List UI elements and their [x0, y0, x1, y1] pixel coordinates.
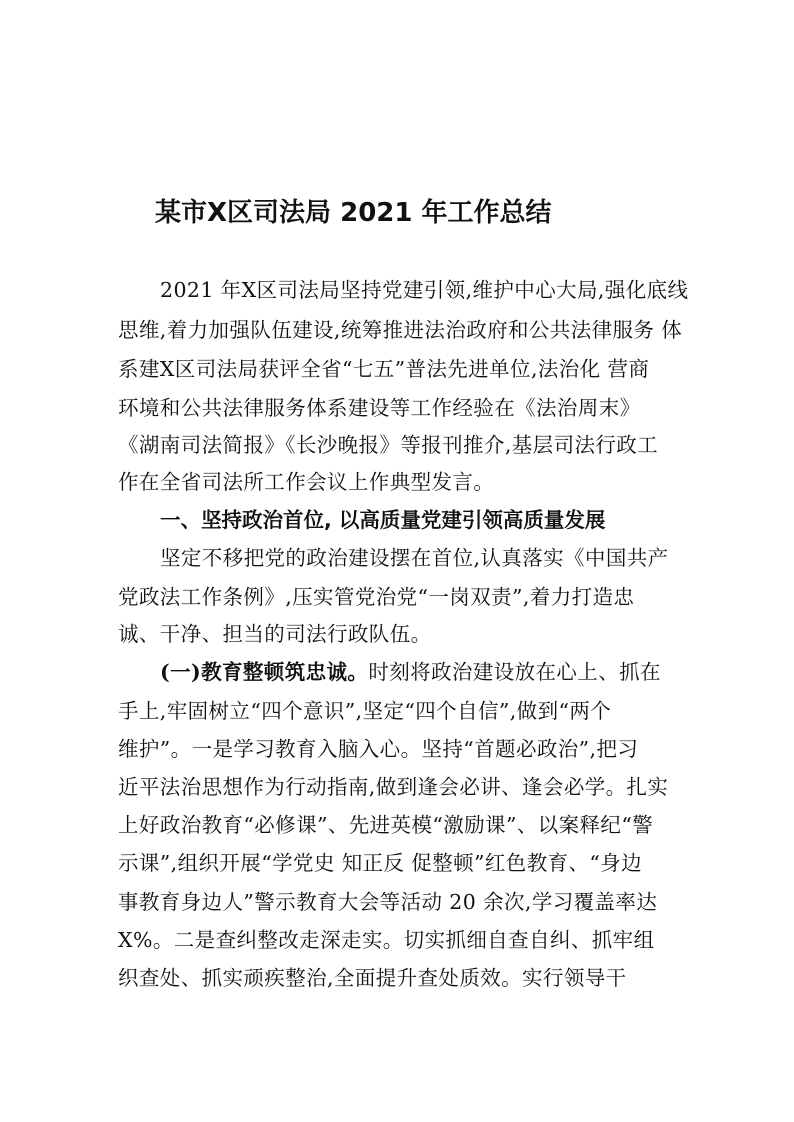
paragraph-line: [160, 655, 700, 689]
paragraph-line: 坚定不移把党的政治建设摆在首位,认真落实《中国共产: [160, 546, 669, 570]
paragraph-line: 维护”。一是学习教育入脑入心。坚持“首题必政治”,把习: [118, 737, 639, 761]
document-title: 某市X区司法局 2021 年工作总结: [155, 198, 552, 228]
paragraph-line: 上好政治教育“必修课”、先进英模“激励课”、以案释纪“警: [118, 813, 654, 837]
paragraph-line: X%。二是查纠整改走深走实。切实抓细自查自纠、抓牢组: [118, 928, 655, 952]
paragraph-line: 系建X区司法局获评全省“七五”普法先进单位,法治化 营商: [118, 357, 650, 381]
paragraph-line: 《湖南司法简报》《长沙晚报》等报刊推介,基层司法行政工: [118, 433, 659, 457]
paragraph-line: 手上,牢固树立“四个意识”,坚定“四个自信”,做到“两个: [118, 699, 612, 723]
paragraph-line: 示课”,组织开展“学党史 知正反 促整顿”红色教育、“身边: [118, 851, 643, 875]
paragraph-line: 近平法治思想作为行动指南,做到逢会必讲、逢会必学。扎实: [118, 775, 669, 799]
paragraph-line: 诚、干净、担当的司法行政队伍。: [118, 622, 432, 646]
paragraph-line: 事教育身边人”警示教育大会等活动 20 余次,学习覆盖率达: [118, 890, 658, 914]
paragraph-line: 环境和公共法律服务体系建设等工作经验在《法治周末》: [118, 396, 641, 420]
subheading-text: (一)教育整顿筑忠诚。: [160, 660, 369, 684]
paragraph-line: 党政法工作条例》,压实管党治党“一岗双责”,着力打造忠: [118, 585, 635, 609]
paragraph-line: 思维,着力加强队伍建设,统筹推进法治政府和公共法律服务 体: [118, 318, 683, 342]
paragraph-line: 作在全省司法所工作会议上作典型发言。: [118, 470, 495, 494]
paragraph-line: 2021 年X区司法局坚持党建引领,维护中心大局,强化底线: [160, 278, 689, 302]
paragraph-line: 织查处、抓实顽疾整治,全面提升查处质效。实行领导干: [118, 966, 627, 990]
paragraph-text: 时刻将政治建设放在心上、抓在: [368, 660, 661, 684]
section-heading: 一、坚持政治首位, 以高质量党建引领高质量发展: [160, 508, 606, 532]
